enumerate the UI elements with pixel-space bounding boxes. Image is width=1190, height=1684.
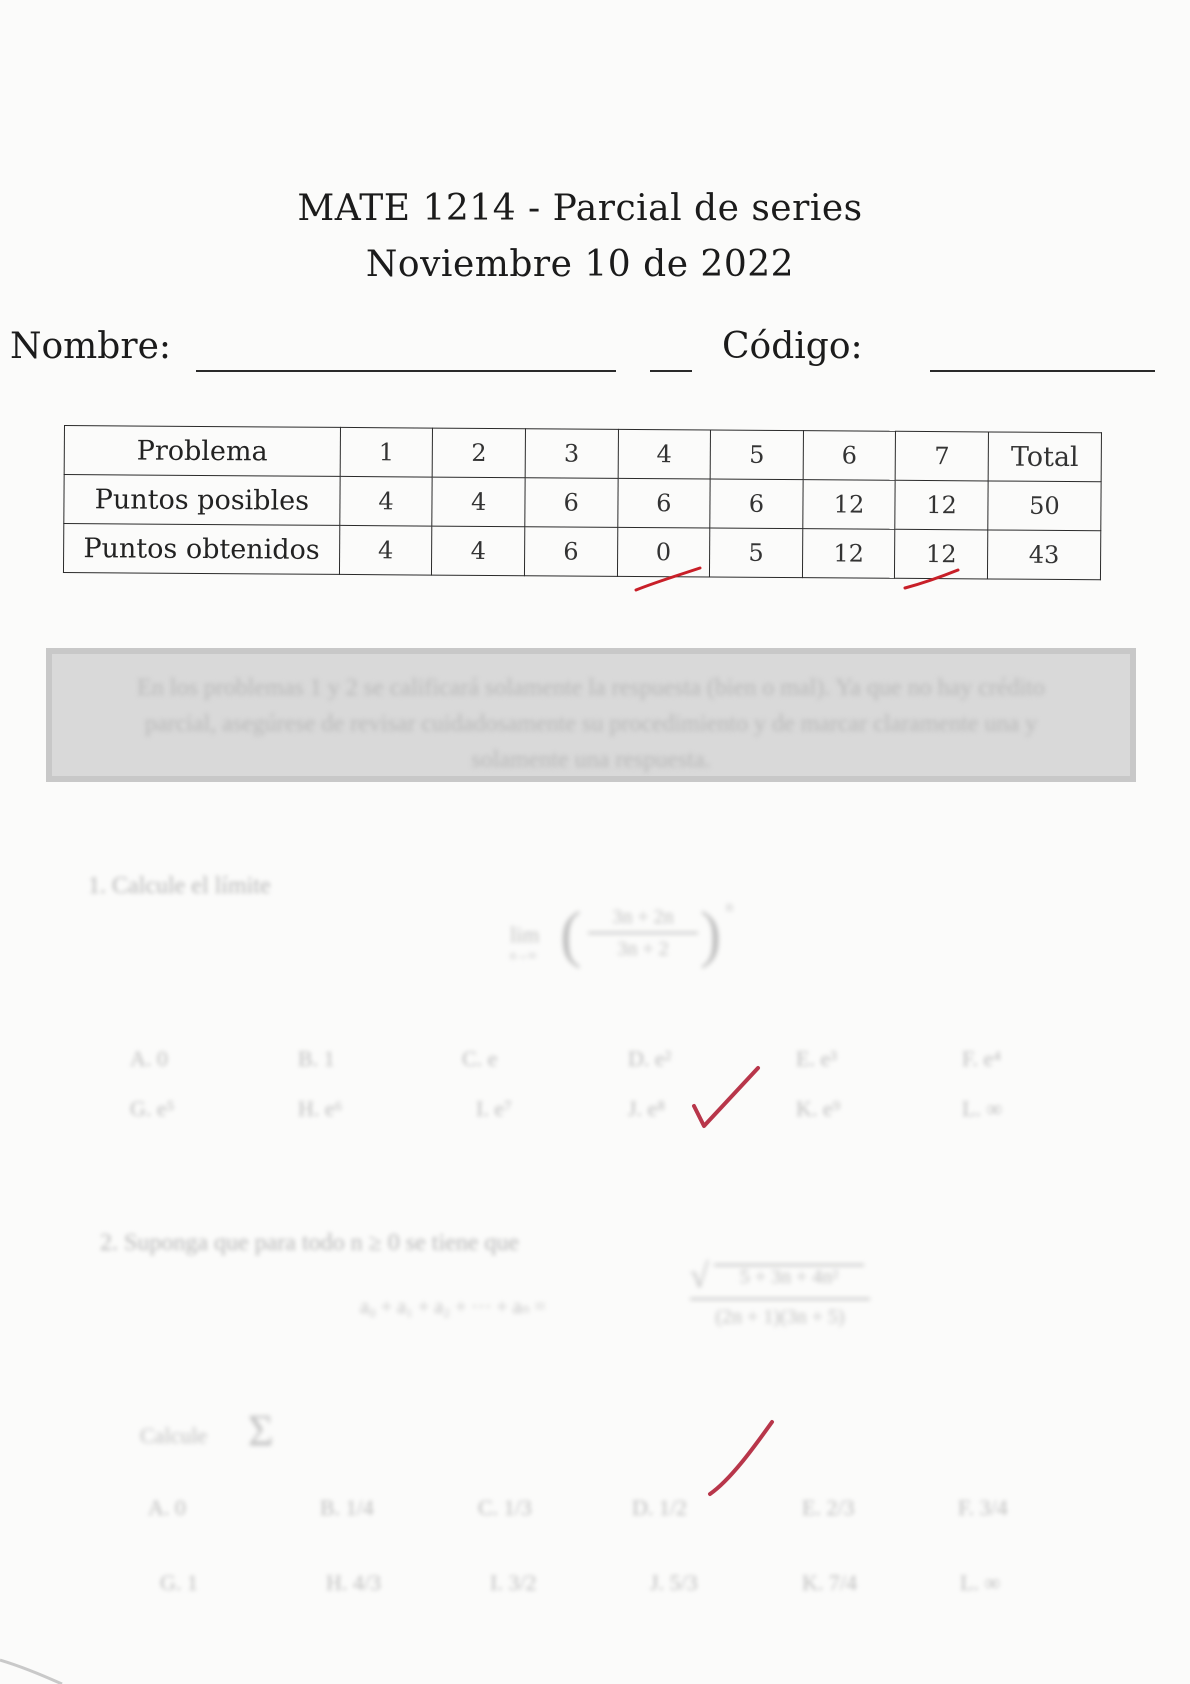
possible-points: 12 bbox=[895, 480, 988, 530]
obtained-row-label: Puntos obtenidos bbox=[63, 524, 339, 575]
p1-option[interactable]: L. ∞ bbox=[962, 1096, 1003, 1121]
p1-option[interactable]: E. e³ bbox=[796, 1046, 837, 1071]
name-label: Nombre: bbox=[10, 326, 171, 367]
code-label: Código: bbox=[722, 326, 863, 367]
possible-points: 4 bbox=[340, 476, 433, 526]
p1-option[interactable]: G. e⁵ bbox=[130, 1096, 175, 1121]
radical-denominator: (2n + 1)(3n + 5) bbox=[715, 1306, 845, 1328]
limit-exponent: n bbox=[726, 900, 733, 915]
problem-2-prompt: 2. Suponga que para todo n ≥ 0 se tiene que bbox=[100, 1230, 520, 1256]
possible-points: 4 bbox=[432, 477, 525, 527]
twelve-score-underline bbox=[905, 570, 958, 588]
limit-word: lim bbox=[510, 922, 540, 947]
instructions-text: En los problemas 1 y 2 se calificará solamente la respuesta (bien o mal). Ya que no hay crédito parcial, asegúrese de revisar cuidadosamente su procedimiento y de marcar claramente una y solamente una respuesta. bbox=[137, 675, 1045, 773]
p2-option[interactable]: A. 0 bbox=[148, 1495, 186, 1520]
p2-option[interactable]: I. 3/2 bbox=[490, 1570, 537, 1595]
p1-option[interactable]: C. e bbox=[462, 1046, 498, 1071]
p1-option[interactable]: D. e² bbox=[628, 1046, 672, 1071]
obtained-total: 43 bbox=[987, 530, 1100, 580]
obtained-points: 6 bbox=[524, 527, 617, 577]
problem-number: 7 bbox=[895, 431, 988, 481]
p1-option[interactable]: B. 1 bbox=[298, 1046, 335, 1071]
total-header: Total bbox=[988, 432, 1101, 482]
limit-denominator: 3n + 2 bbox=[617, 938, 669, 960]
problem-1-prompt: 1. Calcule el límite bbox=[88, 873, 271, 899]
left-paren: ( bbox=[560, 898, 582, 969]
p2-option[interactable]: G. 1 bbox=[160, 1570, 198, 1595]
p2-option[interactable]: C. 1/3 bbox=[478, 1495, 532, 1520]
p2-option[interactable]: J. 5/3 bbox=[650, 1570, 698, 1595]
zero-score-underline bbox=[636, 568, 700, 590]
possible-total: 50 bbox=[988, 481, 1101, 531]
course-title: MATE 1214 - Parcial de series bbox=[297, 188, 863, 229]
p1-option[interactable]: I. e⁷ bbox=[476, 1096, 512, 1121]
p1-option[interactable]: A. 0 bbox=[130, 1046, 168, 1071]
partial-sum-lhs: a₀ + a₁ + a₂ + ··· + aₙ = bbox=[360, 1296, 546, 1318]
obtained-points: 12 bbox=[802, 529, 895, 579]
obtained-points: 12 bbox=[895, 529, 988, 579]
possible-row-label: Puntos posibles bbox=[64, 475, 340, 526]
problem-number: 4 bbox=[618, 429, 711, 479]
problem-number: 6 bbox=[803, 431, 896, 481]
sigma-symbol: Σ bbox=[248, 1406, 274, 1455]
problem-row-label: Problema bbox=[64, 426, 340, 477]
problem-number: 2 bbox=[433, 428, 526, 478]
radicand: 5 + 3n + 4n² bbox=[714, 1264, 864, 1289]
obtained-points: 5 bbox=[710, 528, 803, 578]
obtained-points: 0 bbox=[617, 527, 710, 577]
p2-option[interactable]: K. 7/4 bbox=[802, 1570, 857, 1595]
p1-option-selected[interactable]: J. e⁸ bbox=[628, 1096, 665, 1121]
obtained-points: 4 bbox=[432, 526, 525, 576]
possible-points: 6 bbox=[710, 479, 803, 529]
p2-option[interactable]: L. ∞ bbox=[960, 1570, 1001, 1595]
limit-subscript: n→∞ bbox=[510, 948, 537, 962]
possible-points: 12 bbox=[803, 480, 896, 530]
problem-number: 1 bbox=[340, 427, 433, 477]
possible-points: 6 bbox=[525, 478, 618, 528]
p1-check-mark bbox=[694, 1068, 758, 1126]
p2-option-selected[interactable]: D. 1/2 bbox=[632, 1495, 687, 1520]
obtained-points: 4 bbox=[339, 525, 432, 575]
calc-label: Calcule bbox=[140, 1423, 208, 1448]
problem-number: 5 bbox=[710, 430, 803, 480]
p2-option[interactable]: F. 3/4 bbox=[958, 1495, 1008, 1520]
p2-option[interactable]: B. 1/4 bbox=[320, 1495, 374, 1520]
p1-option[interactable]: F. e⁴ bbox=[962, 1046, 1001, 1071]
p2-check-mark bbox=[710, 1422, 772, 1494]
p1-option[interactable]: K. e⁹ bbox=[796, 1096, 841, 1121]
limit-numerator: 3n + 2n bbox=[612, 906, 674, 928]
possible-points: 6 bbox=[617, 478, 710, 528]
sqrt-sign: √ bbox=[690, 1258, 709, 1295]
p2-option[interactable]: E. 2/3 bbox=[802, 1495, 855, 1520]
page-fold-shadow bbox=[0, 1660, 62, 1684]
p2-option[interactable]: H. 4/3 bbox=[326, 1570, 381, 1595]
right-paren: ) bbox=[700, 898, 722, 969]
p1-option[interactable]: H. e⁶ bbox=[298, 1096, 343, 1121]
problem-number: 3 bbox=[525, 429, 618, 479]
exam-date: Noviembre 10 de 2022 bbox=[365, 244, 795, 285]
